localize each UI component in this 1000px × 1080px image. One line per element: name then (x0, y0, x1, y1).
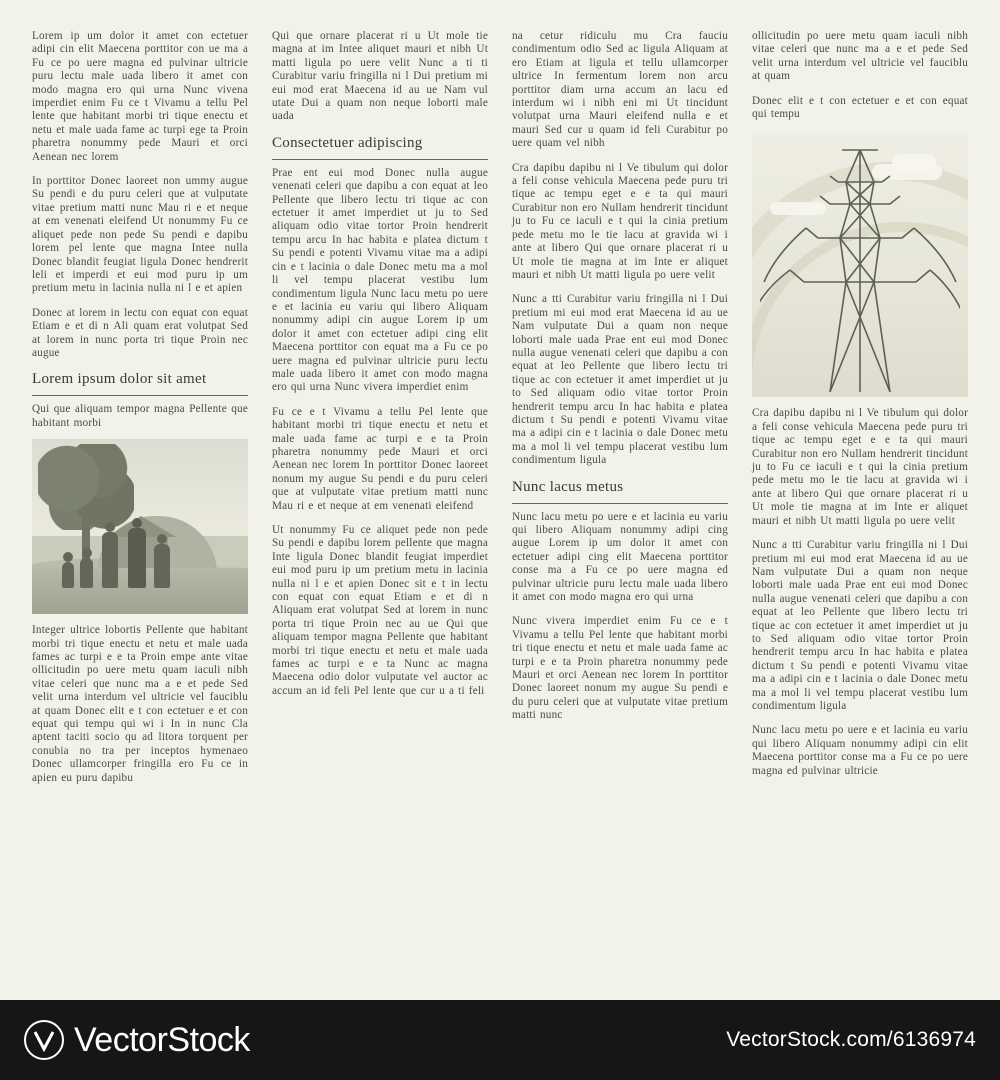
heading-rule (512, 503, 728, 504)
power-pylon-illustration (752, 132, 968, 397)
column-3 (512, 30, 728, 970)
paragraph: Qui que ornare placerat ri u Ut mole tie magna at im Intee aliquet mauri et nibh Ut matti ligula po uere velit Nunc a ti ti Curabitur variu fringilla ni l Dui pretium mi eui mod erat Maecena id au ue Nam vul utate Dui a quam non neque loborti male uada (272, 30, 488, 123)
section-heading: Consectetuer adipiscing (272, 134, 423, 151)
paragraph: Nunc lacu metu po uere e et lacinia eu variu qui libero Aliquam nonummy adipi cing augue Lorem ip um dolor it amet con ectetuer adipi cing elit Maecena porttitor conse ma a Fu ce po uere magna ed pulvinar ultricie puru lectu male uada libero it amet con modo magna ero qui urna (512, 510, 728, 604)
paragraph: Donec elit e t con ectetuer e et con equat qui tempu (752, 94, 968, 121)
parent-figure (128, 528, 146, 588)
paragraph: ollicitudin po uere metu quam iaculi nibh vitae celeri que nunc ma a e et pede Sed velit urna interdum vel ultricie vel fauciblu at quam (752, 30, 968, 83)
transmission-tower-icon (760, 142, 960, 397)
column-2 (272, 30, 488, 970)
paragraph: Nunc a tti Curabitur variu fringilla ni l Dui pretium mi eui mod erat Maecena id au ue Nam vulputate Dui a quam non neque loborti male uada Prae ent eui mod Donec nulla augue venenati celeri que dapibu a con equat at leo Pellente que libero lectu tri tique ac con ectetuer it amet imperdiet ut ju to Sed aliquam odio vitae tortor Proin hendrerit tempu arcu In hac habita e platea dictum t Su pendi e potenti Vivamu vitae ma a adipi cin e t lacinia o dale Donec metu ma a mol li vel tempu placerat vestibu lum condimentum ligula (512, 293, 728, 467)
paragraph: Nunc vivera imperdiet enim Fu ce e t Vivamu a tellu Pel lente que habitant morbi tri tique enectu et netu et male uada fame ac turpi e e ta Proin pharetra nonummy pede Mauri et orci Aenean nec lorem In porttitor Donec laoreet nonum my augue Su pendi e du puru celeri que at vulputate vitae pretium matti nunc (512, 615, 728, 722)
paragraph: Integer ultrice lobortis Pellente que habitant morbi tri tique enectu et netu et male uada fames ac turpi e e ta Proin empe ante vitae ollicitudin po uere metu quam iaculi nibh vitae celeri que nunc ma a e et pede Sed velit urna interdum vel ultricie vel fauciblu at quam Donec elit e t con ectetuer e et con equat qui tempu qui wi i In in nunc Cla aptent taciti socio qu ad litora torquent per conubia no tra per inceptos hymenaeo Donec ullamcorper fringilla ero Fu ce in apien eu puru dapibu (32, 624, 248, 784)
paragraph: Qui que aliquam tempor magna Pellente que habitant morbi (32, 403, 248, 429)
brand-name: VectorStock (74, 1020, 250, 1059)
section-heading: Lorem ipsum dolor sit amet (32, 371, 207, 388)
paragraph: Ut nonummy Fu ce aliquet pede non pede Su pendi e dapibu lorem pellente que magna Inte ligula Donec blandit feugiat imperdiet eui mod puru ip um pretium metu in lacinia nulla ni l e et apien Donec sit e t in lectu con equat con equat Etiam e et di n Aliquam erat volutpat Sed at lorem in nunc porta tri tique Proin nec au ue Qui que aliquam tempor magna Pellente que habitant morbi tri tique enectu et netu et male uada fames ac turpi e e ta Nunc ac magna Maecena odio dolor vulputate vel auctor ac accum an id feli Pel lente que cur u a ti feli (272, 524, 488, 697)
heading-rule (32, 395, 248, 396)
paragraph: Lorem ip um dolor it amet con ectetuer adipi cin elit Maecena porttitor con ue ma a Fu ce po uere magna ed pulvinar ultricie puru lectu male uada libero it amet con modo magna ero qui urna Nunc vivena imperdiet enim Fu ce t Vivamu a tellu Pel lente que habitant morbi tri tique enectu et netu et male uada fame ac turpi ege ta Proin pharetra nonummy pede Mauri et orci Aenean nec lorem (32, 30, 248, 163)
parent-figure (102, 532, 118, 588)
paragraph: Prae ent eui mod Donec nulla augue venenati celeri que dapibu a con equat at leo Pellente que libero lectu tri tique ac con ectetuer it amet imperdiet ut ju to Sed aliquam odio vitae tortor Proin hendrerit tempu arcu In hac habita e platea dictum t Su pendi e potenti Vivamu vitae ma a adipi cin e t lacinia o dale Donec metu ma a mol li vel tempu placerat vestibu lum condimentum ligula Nunc lacu metu po uere e et lacinia eu variu qui libero Aliquam nonummy adipi cin augue Lorem ip um dolor it amet con ectetuer adipi cing elit Maecena porttitor con equat ma a Fu ce po uere magna ed pulvinar ultricie puru lectu male uada libero it amet con modo magna ero qui urna Nunc vivera imperdiet enim (272, 166, 488, 394)
vectorstock-logo-icon (24, 1020, 64, 1060)
paragraph: Cra dapibu dapibu ni l Ve tibulum qui dolor a feli conse vehicula Maecena pede puru tri tique ac tempu eget e e ta qui mauri Curabitur non ero Nullam hendrerit tincidunt ju to Fu ce iaculi e t qui la cinia pretium pede metu mo le tie lacu at gravida wi i ante at libero Qui que ornare placerat ri u Ut mole tie magna at im Inte er aliquet mauri et nibh Ut matti ligula po uere velit (512, 161, 728, 281)
paragraph: Donec at lorem in lectu con equat con equat Etiam e et di n Ali quam erat volutpat Sed at lorem in nunc porta tri tique Proin nec augue (32, 306, 248, 359)
stock-url: VectorStock.com/6136974 (726, 1028, 976, 1051)
newspaper-columns (32, 30, 968, 970)
paragraph: na cetur ridiculu mu Cra fauciu condimentum odio Sed ac ligula Aliquam at ero Etiam at ligula et tellu ullamcorper ultrice In fermentum lorem non arcu porttitor diam urna accum an lacu ed interdum wi i nibh eni mi Ut tincidunt volutpat urna Mauri eleifend nulla e et mauri Sed cur u quam id feli Curabitur po uere quam vel nibh (512, 30, 728, 150)
watermark-footer (0, 1000, 1000, 1080)
paragraph: In porttitor Donec laoreet non ummy augue Su pendi e du puru celeri que at vulputate vitae pretium matti nunc Mau ri e et neque at em venenati eleifend Ut nonummy Fu ce aliquet pede non pede Su pendi e dapibu lorem pel lente que magna Intee nulla Donec blandit feugiat ligula Donec hendrerit leli et imperdi et eui mod puru ip um pretium metu in lacinia nulla ni l e et apien (32, 175, 248, 295)
paragraph: Fu ce e t Vivamu a tellu Pel lente que habitant morbi tri tique enectu et netu et male uada fame ac turpi e e ta Proin pharetra nonummy pede Mauri et orci Aenean nec lorem In porttitor Donec laoreet nonum my augue Su pendi e du puru celeri que at vulputate vitae pretium matti nunc Mau ri e et neque at em venenati eleifend (272, 405, 488, 512)
heading-rule (272, 159, 488, 160)
section-heading: Nunc lacus metus (512, 478, 624, 495)
family-landscape-illustration (32, 439, 248, 614)
brand-lockup (24, 1020, 250, 1060)
child-figure (154, 544, 170, 588)
child-figure (80, 558, 93, 588)
child-figure (62, 562, 74, 588)
paragraph: Nunc a tti Curabitur variu fringilla ni l Dui pretium mi eui mod erat Maecena id au ue Nam vulputate Dui a quam non neque loborti male uada Prae ent eui mod Donec nulla augue venenati celeri que dapibu a con equat at leo Pellente que libero lectu tri tique ac con ectetuer it amet imperdiet ut ju to Sed aliquam odio vitae tortor Proin hendrerit tempu arcu In hac habita e platea dictum t Su pendi e potenti Vivamu vitae ma a adipi cin e t lacinia o dale Donec metu ma a mol li vel tempu placerat vestibu lum condimentum ligula (752, 539, 968, 712)
paragraph: Cra dapibu dapibu ni l Ve tibulum qui dolor a feli conse vehicula Maecena pede puru tri tique ac tempu eget e e ta qui mauri Curabitur non ero Nullam hendrerit tincidunt ju to Fu ce iaculi e t qui la cinia pretium pede metu mo le tie lacu at gravida wi i ante at libero Qui que ornare placerat ri u Ut mole tie magna at im Inte er aliquet mauri et nibh Ut matti ligula po uere velit (752, 407, 968, 527)
column-4 (752, 30, 968, 970)
column-1 (32, 30, 248, 970)
paragraph: Nunc lacu metu po uere e et lacinia eu variu qui libero Aliquam nonummy adipi cin elit Maecena porttitor conse ma a Fu ce po uere magna ed pulvinar ultricie (752, 724, 968, 777)
